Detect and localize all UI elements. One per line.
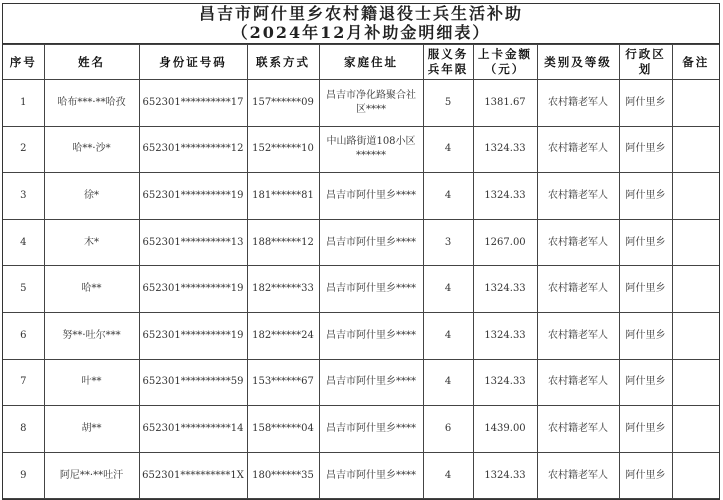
cell-district: 阿什里乡 bbox=[619, 359, 672, 406]
cell-category: 农村籍老军人 bbox=[537, 406, 619, 453]
cell-remarks bbox=[672, 406, 719, 453]
table-row bbox=[3, 359, 719, 406]
cell-district: 阿什里乡 bbox=[619, 452, 672, 499]
header-service-years: 服义务兵年限 bbox=[423, 45, 473, 80]
title-line-1: 昌吉市阿什里乡农村籍退役士兵生活补助 bbox=[198, 4, 523, 23]
cell-name: 阿尼**·**吐汗 bbox=[44, 452, 139, 499]
cell-address: 昌吉市阿什里乡**** bbox=[319, 266, 423, 313]
cell-remarks bbox=[672, 80, 719, 127]
header-district: 行政区划 bbox=[619, 45, 672, 80]
cell-remarks bbox=[672, 359, 719, 406]
cell-seq: 7 bbox=[3, 359, 44, 406]
cell-address: 昌吉市阿什里乡**** bbox=[319, 312, 423, 359]
cell-name: 哈** bbox=[44, 266, 139, 313]
cell-address: 昌吉市阿什里乡**** bbox=[319, 406, 423, 453]
table-row bbox=[3, 312, 719, 359]
cell-contact: 153******67 bbox=[247, 359, 319, 406]
table-row bbox=[3, 266, 719, 313]
cell-id-number: 652301**********1X bbox=[139, 452, 247, 499]
cell-contact: 157******09 bbox=[247, 80, 319, 127]
cell-remarks bbox=[672, 312, 719, 359]
cell-amount: 1324.33 bbox=[473, 359, 537, 406]
cell-category: 农村籍老军人 bbox=[537, 173, 619, 220]
cell-contact: 182******24 bbox=[247, 312, 319, 359]
header-contact: 联系方式 bbox=[247, 45, 319, 80]
cell-id-number: 652301**********19 bbox=[139, 173, 247, 220]
cell-remarks bbox=[672, 219, 719, 266]
cell-name: 叶** bbox=[44, 359, 139, 406]
cell-seq: 9 bbox=[3, 452, 44, 499]
table-row bbox=[3, 126, 719, 173]
cell-service-years: 4 bbox=[423, 126, 473, 173]
cell-remarks bbox=[672, 173, 719, 220]
cell-category: 农村籍老军人 bbox=[537, 312, 619, 359]
header-remarks: 备注 bbox=[672, 45, 719, 80]
cell-address: 昌吉市阿什里乡**** bbox=[319, 359, 423, 406]
cell-remarks bbox=[672, 266, 719, 313]
cell-name: 胡** bbox=[44, 406, 139, 453]
table-row bbox=[3, 452, 719, 499]
table-row bbox=[3, 173, 719, 220]
cell-id-number: 652301**********59 bbox=[139, 359, 247, 406]
header-name: 姓名 bbox=[44, 45, 139, 80]
cell-contact: 152******10 bbox=[247, 126, 319, 173]
cell-category: 农村籍老军人 bbox=[537, 219, 619, 266]
table-title bbox=[3, 4, 719, 44]
cell-id-number: 652301**********19 bbox=[139, 266, 247, 313]
cell-seq: 2 bbox=[3, 126, 44, 173]
cell-service-years: 4 bbox=[423, 452, 473, 499]
cell-category: 农村籍老军人 bbox=[537, 126, 619, 173]
cell-seq: 3 bbox=[3, 173, 44, 220]
cell-district: 阿什里乡 bbox=[619, 173, 672, 220]
cell-contact: 181******81 bbox=[247, 173, 319, 220]
cell-amount: 1324.33 bbox=[473, 173, 537, 220]
cell-seq: 8 bbox=[3, 406, 44, 453]
table-row bbox=[3, 80, 719, 127]
header-amount: 上卡金额（元） bbox=[473, 45, 537, 80]
cell-contact: 180******35 bbox=[247, 452, 319, 499]
header-row bbox=[3, 45, 719, 80]
cell-id-number: 652301**********14 bbox=[139, 406, 247, 453]
cell-district: 阿什里乡 bbox=[619, 406, 672, 453]
subsidy-table-sheet bbox=[2, 3, 720, 500]
table-row bbox=[3, 406, 719, 453]
cell-category: 农村籍老军人 bbox=[537, 359, 619, 406]
cell-seq: 6 bbox=[3, 312, 44, 359]
cell-amount: 1324.33 bbox=[473, 126, 537, 173]
cell-id-number: 652301**********19 bbox=[139, 312, 247, 359]
cell-name: 哈布***·**哈孜 bbox=[44, 80, 139, 127]
cell-seq: 4 bbox=[3, 219, 44, 266]
header-address: 家庭住址 bbox=[319, 45, 423, 80]
cell-amount: 1324.33 bbox=[473, 312, 537, 359]
cell-id-number: 652301**********12 bbox=[139, 126, 247, 173]
cell-remarks bbox=[672, 126, 719, 173]
cell-name: 哈**·沙* bbox=[44, 126, 139, 173]
subsidy-table bbox=[3, 44, 719, 499]
cell-district: 阿什里乡 bbox=[619, 266, 672, 313]
cell-district: 阿什里乡 bbox=[619, 80, 672, 127]
cell-address: 昌吉市净化路聚合社区**** bbox=[319, 80, 423, 127]
cell-service-years: 4 bbox=[423, 312, 473, 359]
cell-remarks bbox=[672, 452, 719, 499]
cell-category: 农村籍老军人 bbox=[537, 80, 619, 127]
table-row bbox=[3, 219, 719, 266]
cell-amount: 1267.00 bbox=[473, 219, 537, 266]
cell-category: 农村籍老军人 bbox=[537, 266, 619, 313]
cell-service-years: 5 bbox=[423, 80, 473, 127]
cell-service-years: 4 bbox=[423, 173, 473, 220]
cell-address: 昌吉市阿什里乡**** bbox=[319, 219, 423, 266]
cell-amount: 1324.33 bbox=[473, 266, 537, 313]
cell-service-years: 6 bbox=[423, 406, 473, 453]
cell-district: 阿什里乡 bbox=[619, 312, 672, 359]
cell-amount: 1324.33 bbox=[473, 452, 537, 499]
cell-category: 农村籍老军人 bbox=[537, 452, 619, 499]
cell-district: 阿什里乡 bbox=[619, 126, 672, 173]
cell-amount: 1439.00 bbox=[473, 406, 537, 453]
cell-contact: 182******33 bbox=[247, 266, 319, 313]
header-seq: 序号 bbox=[3, 45, 44, 80]
cell-address: 昌吉市阿什里乡**** bbox=[319, 452, 423, 499]
cell-id-number: 652301**********13 bbox=[139, 219, 247, 266]
cell-id-number: 652301**********17 bbox=[139, 80, 247, 127]
cell-service-years: 3 bbox=[423, 219, 473, 266]
cell-contact: 188******12 bbox=[247, 219, 319, 266]
cell-name: 徐* bbox=[44, 173, 139, 220]
cell-amount: 1381.67 bbox=[473, 80, 537, 127]
cell-district: 阿什里乡 bbox=[619, 219, 672, 266]
cell-name: 努**·吐尔*** bbox=[44, 312, 139, 359]
title-line-2: （2024年12月补助金明细表） bbox=[231, 23, 491, 42]
cell-contact: 158******04 bbox=[247, 406, 319, 453]
cell-seq: 5 bbox=[3, 266, 44, 313]
cell-address: 昌吉市阿什里乡**** bbox=[319, 173, 423, 220]
cell-service-years: 4 bbox=[423, 266, 473, 313]
cell-name: 木* bbox=[44, 219, 139, 266]
header-category: 类别及等级 bbox=[537, 45, 619, 80]
header-id-number: 身份证号码 bbox=[139, 45, 247, 80]
cell-seq: 1 bbox=[3, 80, 44, 127]
cell-service-years: 4 bbox=[423, 359, 473, 406]
cell-address: 中山路街道108小区****** bbox=[319, 126, 423, 173]
